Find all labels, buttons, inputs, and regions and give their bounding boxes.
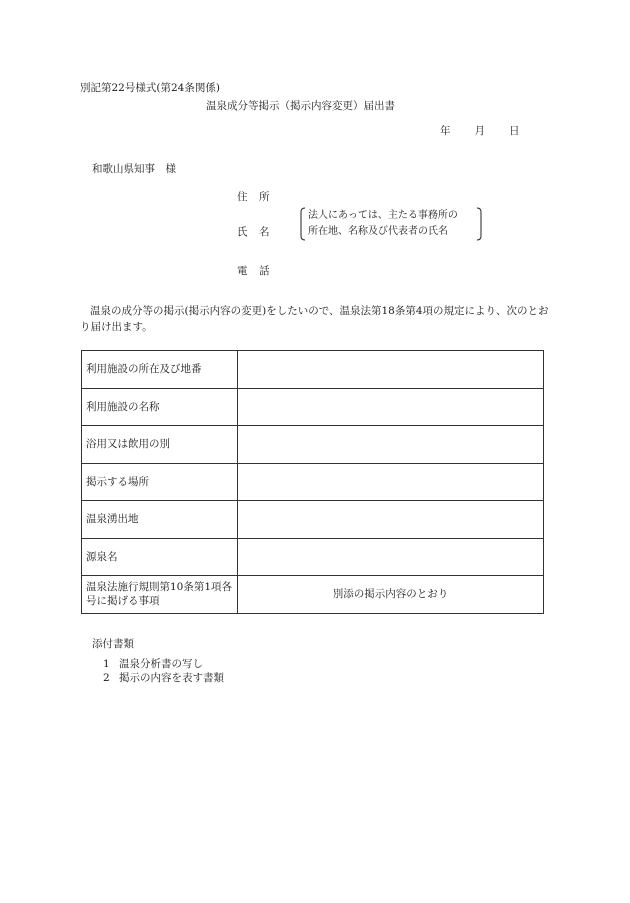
table-row [82,501,544,539]
row-label: 利用施設の所在及び地番 [82,351,238,389]
date-month-label: 月 [474,125,485,137]
row-value [238,351,544,389]
attachment-number: 2 [103,672,110,684]
corporate-name-note [300,207,482,241]
name-label: 氏 名 [237,226,270,238]
table-row [82,351,544,389]
attachments-title: 添付書類 [92,638,134,650]
row-value: 別添の掲示内容のとおり [238,576,544,614]
row-value [238,501,544,539]
row-label: 源泉名 [82,538,238,576]
table-row [82,463,544,501]
statement-paragraph [80,303,550,335]
form-number: 別記第22号様式(第24条関係) [80,82,220,94]
row-label: 温泉湧出地 [82,501,238,539]
attachment-text: 温泉分析書の写し [119,658,203,670]
left-bracket [300,207,306,241]
date-year-label: 年 [440,125,451,137]
right-bracket [476,207,482,241]
date-line [440,125,520,138]
attachment-item [103,658,203,671]
date-day-label: 日 [509,125,520,137]
row-label: 温泉法施行規則第10条第1項各号に掲げる事項 [82,576,238,614]
note-line-1: 法人にあっては、主たる事務所の [308,210,458,221]
note-line-2: 所在地、名称及び代表者の氏名 [308,226,448,237]
table-row [82,576,544,614]
attachment-text: 掲示の内容を表す書類 [119,672,224,684]
attachment-item [103,672,224,685]
phone-label: 電 話 [237,265,270,277]
row-value [238,426,544,464]
table-row [82,426,544,464]
row-label: 利用施設の名称 [82,388,238,426]
row-label: 掲示する場所 [82,463,238,501]
row-value [238,388,544,426]
address-label: 住 所 [237,191,270,203]
addressee: 和歌山県知事 様 [92,163,176,175]
table-row [82,388,544,426]
note-text [308,208,458,240]
notification-table [81,350,544,614]
row-value [238,463,544,501]
table-row [82,538,544,576]
statement-text: 温泉の成分等の掲示(掲示内容の変更)をしたいので、温泉法第18条第4項の規定により、次のとおり届け出ます。 [80,305,549,333]
row-label: 浴用又は飲用の別 [82,426,238,464]
document-title: 温泉成分等掲示（掲示内容変更）届出書 [206,100,395,112]
row-value [238,538,544,576]
attachment-number: 1 [103,658,110,670]
